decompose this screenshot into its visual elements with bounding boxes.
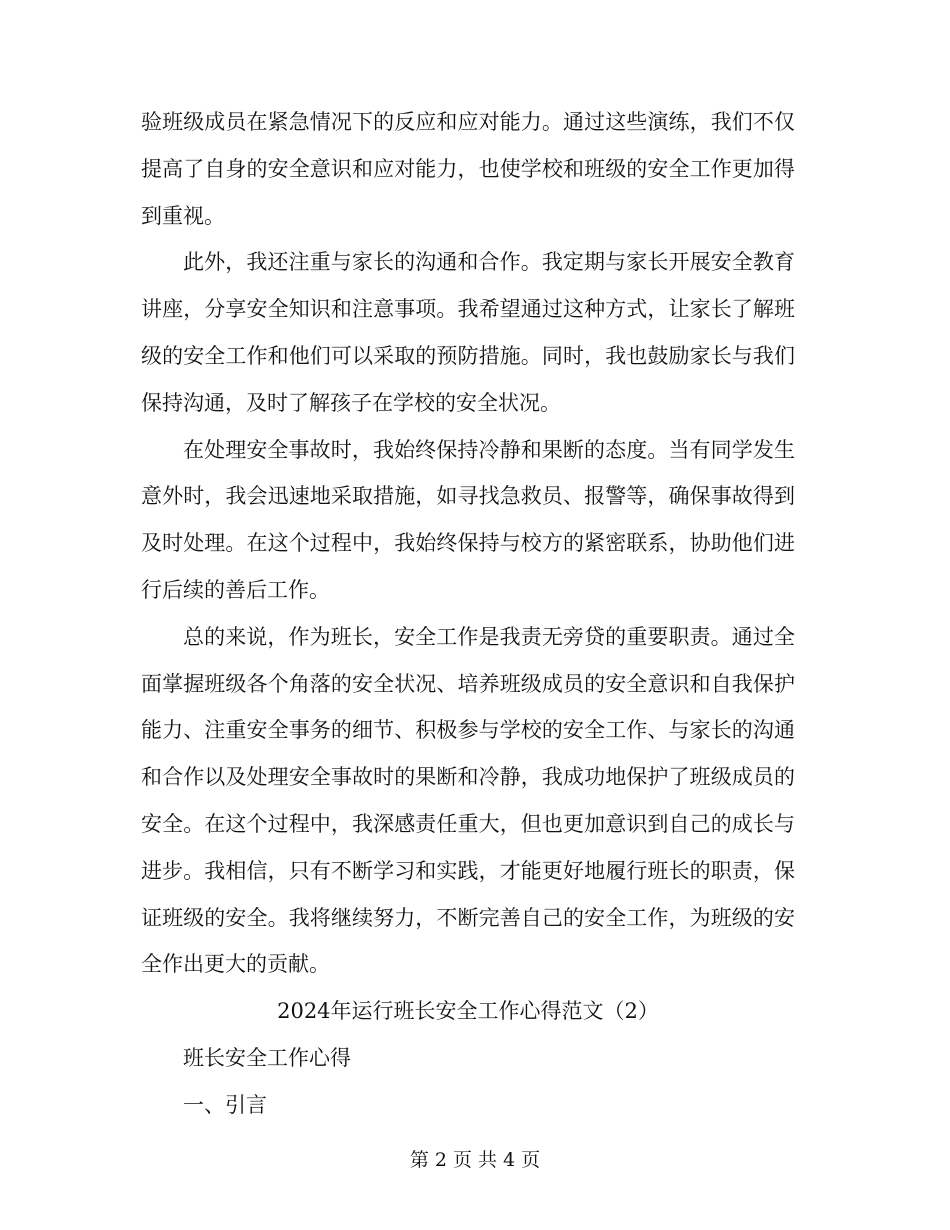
paragraph-continued: 验班级成员在紧急情况下的反应和应对能力。通过这些演练，我们不仅提高了自身的安全意识和应对能力，也使学校和班级的安全工作更加得到重视。 [141,110,795,228]
heading-introduction: 一、引言 [183,1092,267,1117]
paragraph-accidents: 在处理安全事故时，我始终保持冷静和果断的态度。当有同学发生意外时，我会迅速地采取措施，如寻找急救员、报警等，确保事故得到及时处理。在这个过程中，我始终保持与校方的紧密联系，协助他们进行后续的善后工作。 [141,437,795,602]
paragraph-summary: 总的来说，作为班长，安全工作是我责无旁贷的重要职责。通过全面掌握班级各个角落的安全状况、培养班级成员的安全意识和自我保护能力、注重安全事务的细节、积极参与学校的安全工作、与家长的沟通和合作以及处理安全事故时的果断和冷静，我成功地保护了班级成员的安全。在这个过程中，我深感责任重大，但也更加意识到自己的成长与进步。我相信，只有不断学习和实践，才能更好地履行班长的职责，保证班级的安全。我将继续努力，不断完善自己的安全工作，为班级的安全作出更大的贡献。 [141,624,795,977]
subtitle: 班长安全工作心得 [183,1045,351,1070]
document-body [141,99,795,1129]
paragraph-parents: 此外，我还注重与家长的沟通和合作。我定期与家长开展安全教育讲座，分享安全知识和注意事项。我希望通过这种方式，让家长了解班级的安全工作和他们可以采取的预防措施。同时，我也鼓励家长与我们保持沟通，及时了解孩子在学校的安全状况。 [141,250,795,415]
section-title: 2024年运行班长安全工作心得范文（2） [277,999,659,1024]
page-footer: 第 2 页 共 4 页 [409,1149,541,1171]
